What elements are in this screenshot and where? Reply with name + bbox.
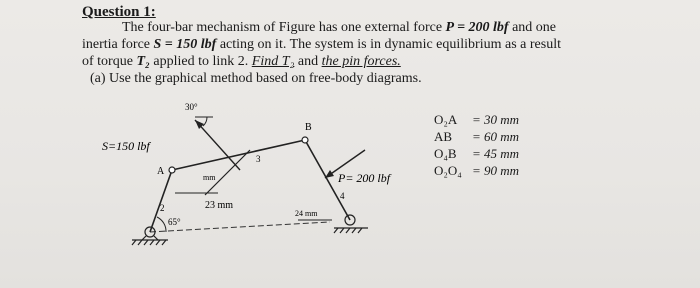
find-t2-text: Find T₂ [251, 54, 295, 69]
problem-text: of torque [82, 54, 133, 69]
point-a-label: A [157, 166, 165, 177]
problem-part-a: (a) Use the graphical method based on free-body diagrams. [90, 71, 422, 86]
dimension-value: = 60 mm [472, 129, 520, 144]
force-p-arrowhead [325, 170, 334, 178]
pin-forces-text: the pin forces. [321, 54, 401, 69]
problem-text: and [297, 54, 319, 69]
force-p-value: P = 200 lbf [445, 20, 509, 35]
problem-text: inertia force [82, 37, 151, 52]
pin-b [302, 137, 308, 143]
link-3 [172, 140, 305, 170]
link-3-label: 3 [256, 154, 261, 164]
dimension-value: = 30 mm [472, 112, 520, 127]
link-4-label: 4 [340, 191, 345, 201]
dim-24-label: 24 mm [295, 209, 318, 218]
force-p-label: P= 200 lbf [338, 171, 391, 185]
dimension-label: O₂O₄ [434, 163, 462, 178]
dimension-list [434, 112, 519, 180]
mm-small-label: mm [203, 173, 216, 182]
problem-text: The four-bar mechanism of Figure has one external force [122, 20, 443, 35]
problem-text: and one [512, 20, 557, 35]
problem-text: applied to link 2. [153, 54, 249, 69]
question-title: Question 1: [82, 4, 156, 20]
dimension-label: O₂A [434, 112, 458, 127]
torque-symbol: T₂ [136, 54, 150, 69]
dimension-row [434, 112, 519, 129]
dimension-row [434, 163, 519, 180]
dim-23-label: 23 mm [205, 200, 234, 211]
pin-a [169, 167, 175, 173]
problem-text: acting on it. The system is in dynamic equilibrium as a result [219, 37, 561, 52]
o4-ground-pivot [334, 215, 368, 233]
dimension-row [434, 146, 519, 163]
angle-30-arc [203, 117, 207, 126]
force-s-value: S = 150 lbf [153, 37, 217, 52]
dimension-label: O₄B [434, 146, 457, 161]
dimension-value: = 90 mm [472, 163, 520, 178]
angle-65-arc [157, 217, 166, 232]
angle-30-label: 30° [185, 102, 198, 112]
link-2-label: 2 [160, 203, 165, 213]
dimension-value: = 45 mm [472, 146, 520, 161]
force-s-label: S=150 lbf [102, 139, 150, 153]
point-b-label: B [305, 122, 312, 133]
dimension-label: AB [434, 129, 453, 144]
angle-65-label: 65° [168, 217, 181, 227]
dimension-row [434, 129, 519, 146]
